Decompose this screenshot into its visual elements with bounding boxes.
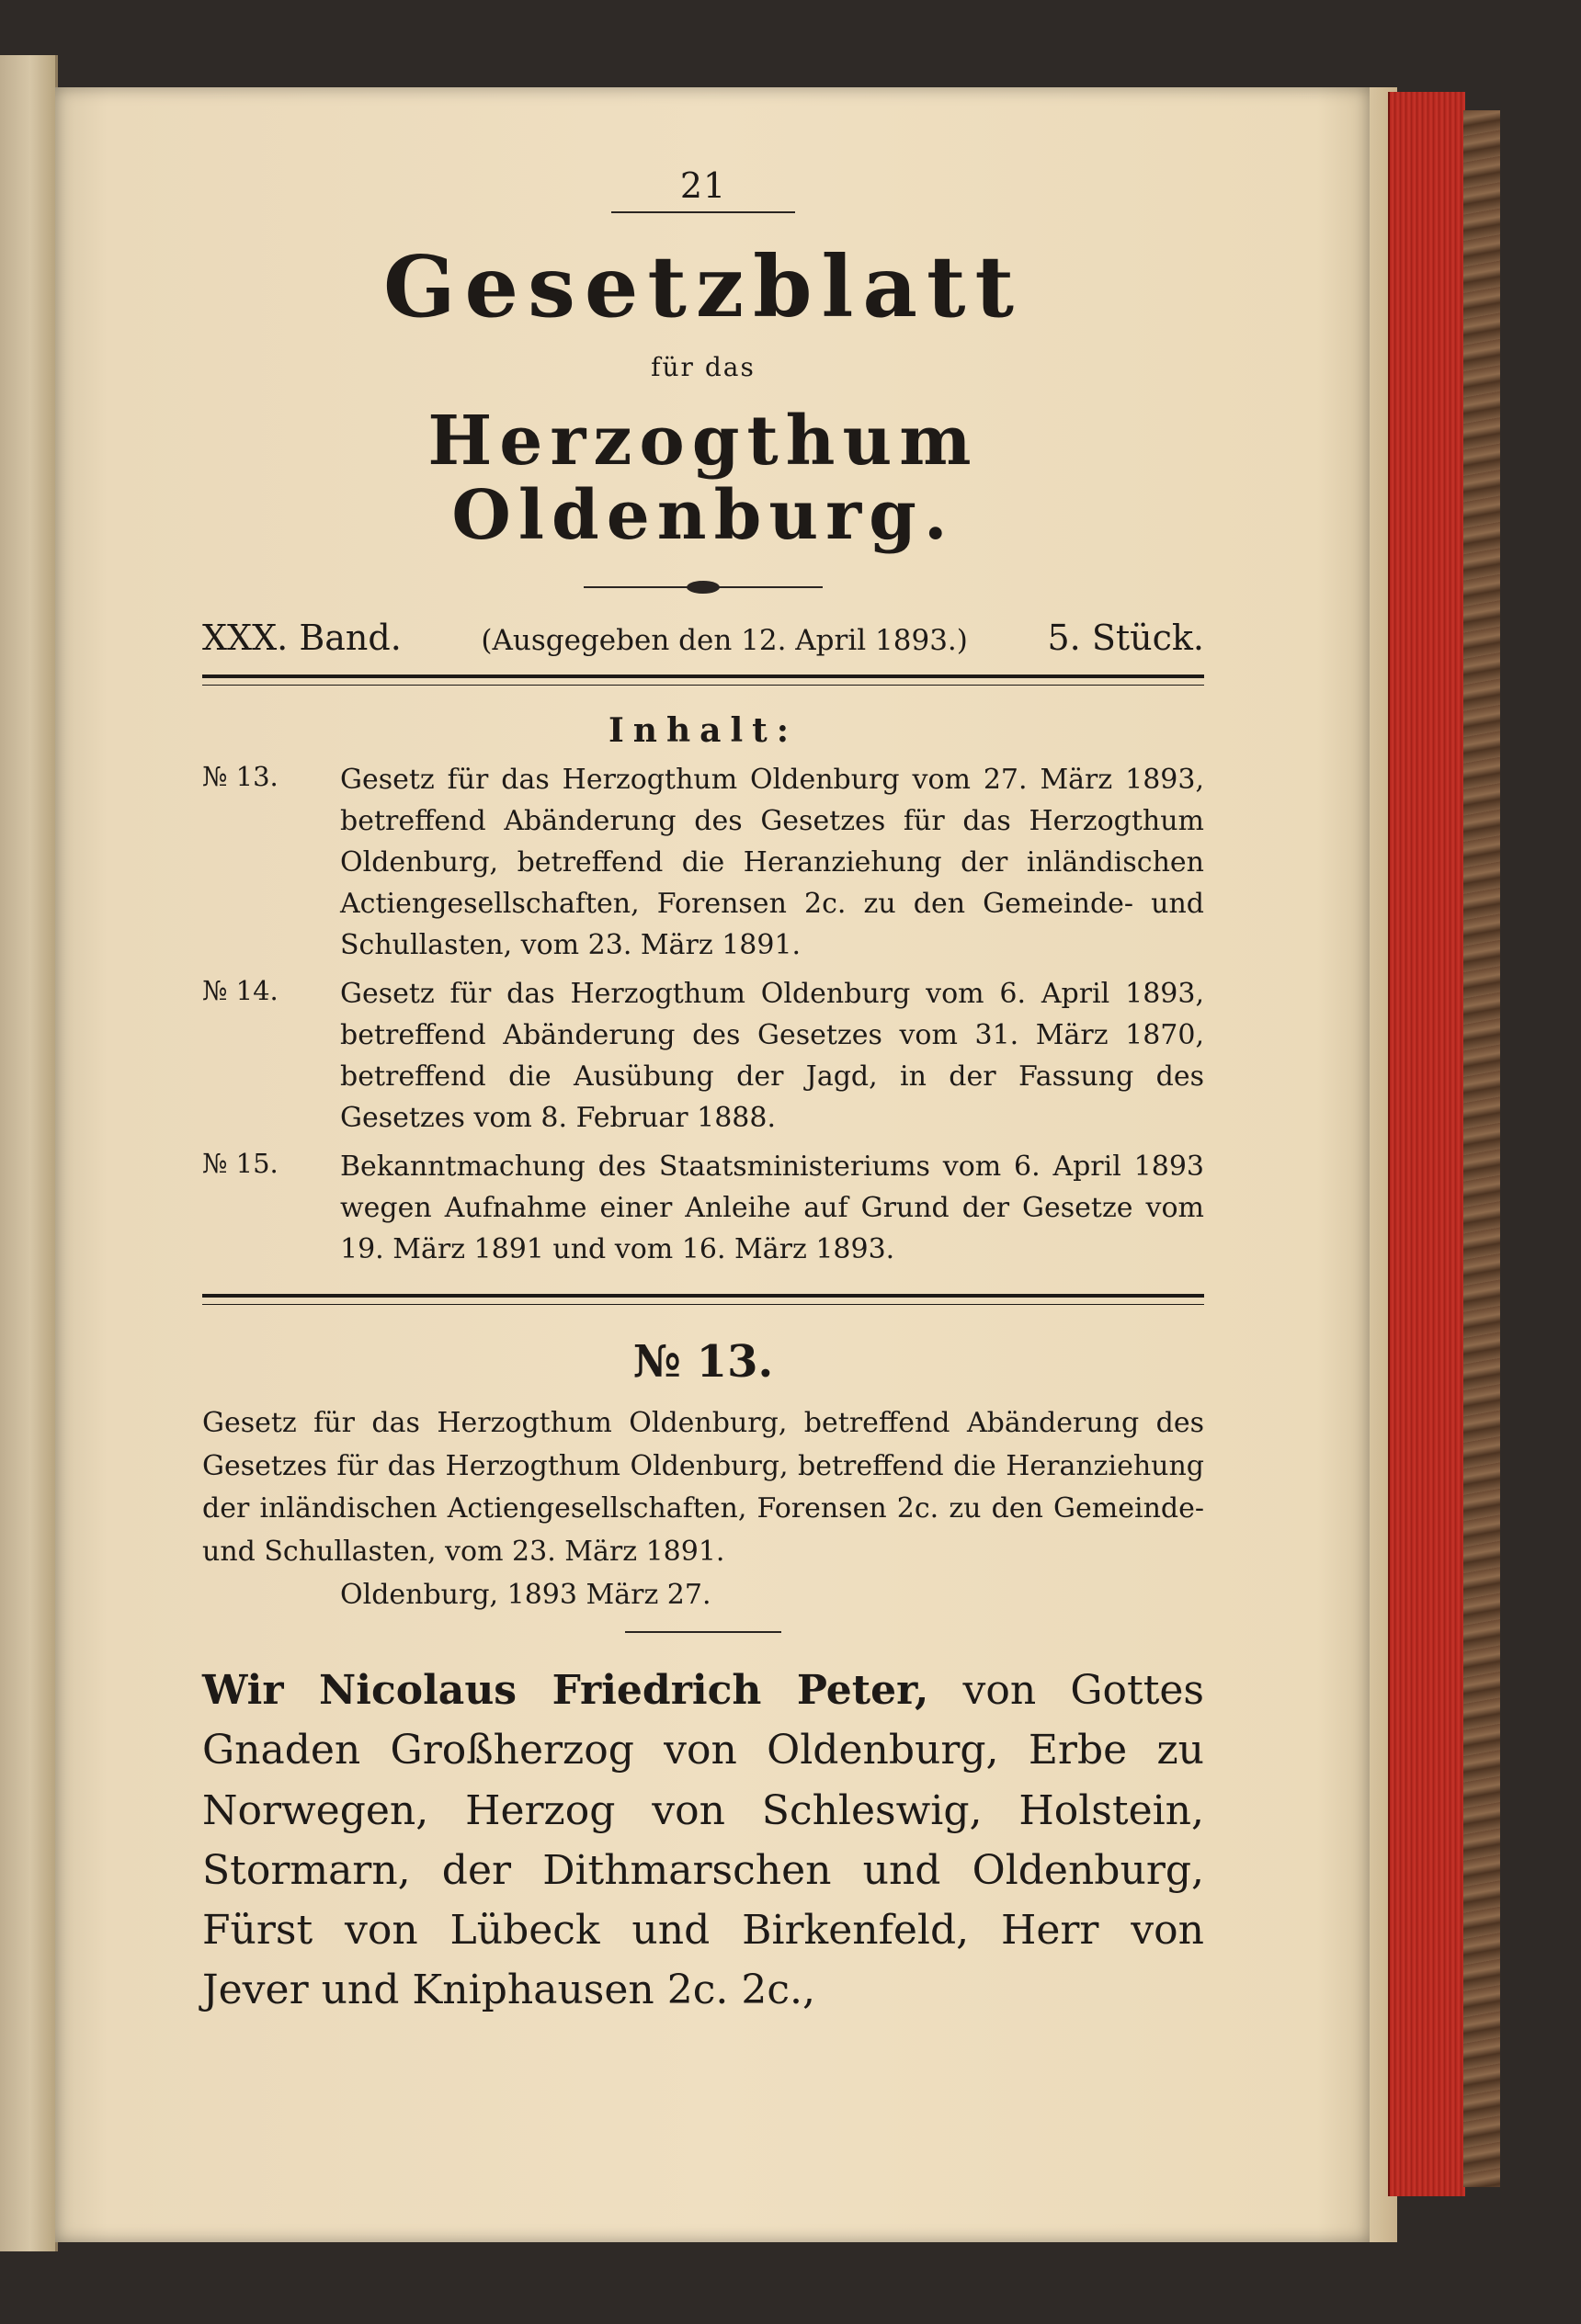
territory-title: Herzogthum Oldenburg. [427, 401, 979, 555]
contents-item-text: Bekanntmachung des Staatsministeriums vom 6. April 1893 wegen Aufnahme einer Anleihe auf Grund der Gesetze vom 19. März 1891 und vom 16. März 1893. [340, 1151, 1204, 1266]
previous-page-edge [0, 55, 58, 2251]
contents-item-number: № 14. [202, 975, 279, 1007]
contents-item-text: Gesetz für das Herzogthum Oldenburg vom 27. März 1893, betreffend Abänderung des Gesetzes für das Herzogthum Oldenburg, betreffend die Heranziehung der inländischen Actiengesellschaften, Forensen 2c. zu den Gemeinde- und Schullasten, vom 23. März 1891. [340, 764, 1204, 962]
marbled-cover [1463, 110, 1500, 2187]
contents-item [202, 973, 1204, 1139]
section-number: № 13. [632, 1336, 774, 1389]
contents-item-number: № 15. [202, 1148, 279, 1180]
contents-item-number: № 13. [202, 761, 279, 793]
contents-double-rule [202, 1294, 1204, 1305]
top-rule [611, 211, 795, 213]
volume-label: XXX. Band. [202, 618, 402, 659]
red-book-edge [1388, 92, 1465, 2196]
issue-date: (Ausgegeben den 12. April 1893.) [481, 624, 968, 658]
page-content [202, 165, 1204, 2020]
contents-heading: Inhalt: [608, 711, 799, 751]
header-double-rule [202, 675, 1204, 686]
contents-list [202, 759, 1204, 1270]
masthead-title: Gesetzblatt [382, 237, 1024, 336]
preamble-text: von Gottes Gnaden Großherzog von Oldenburg, Erbe zu Norwegen, Herzog von Schleswig, Holstein, Stormarn, der Dithmarschen und Oldenburg, Fürst von Lübeck und Birkenfeld, Herr von Jever und Kniphausen 2c. 2c., [202, 1667, 1204, 2013]
law-date: Oldenburg, 1893 März 27. [340, 1579, 711, 1612]
law-title: Gesetz für das Herzogthum Oldenburg, betreffend Abänderung des Gesetzes für das Herzogthum Oldenburg, betreffend die Heranziehung der inländischen Actiengesellschaften, Forensen 2c. zu den Gemeinde- und Schullasten, vom 23. März 1891. [202, 1407, 1204, 1568]
contents-item-text: Gesetz für das Herzogthum Oldenburg vom 6. April 1893, betreffend Abänderung des Gesetzes vom 31. März 1870, betreffend die Ausübung der Jagd, in der Fassung des Gesetzes vom 8. Februar 1888. [340, 978, 1204, 1135]
issue-number: 5. Stück. [1047, 618, 1204, 659]
issue-line [202, 618, 1204, 658]
section-rule [625, 1631, 781, 1633]
contents-item [202, 1146, 1204, 1270]
preamble [202, 1661, 1204, 2020]
page-number: 21 [679, 165, 727, 206]
preamble-names: Wir Nicolaus Friedrich Peter, [202, 1667, 929, 1715]
masthead-subtitle: für das [651, 351, 756, 382]
ornament-divider [584, 581, 823, 594]
contents-item [202, 759, 1204, 966]
